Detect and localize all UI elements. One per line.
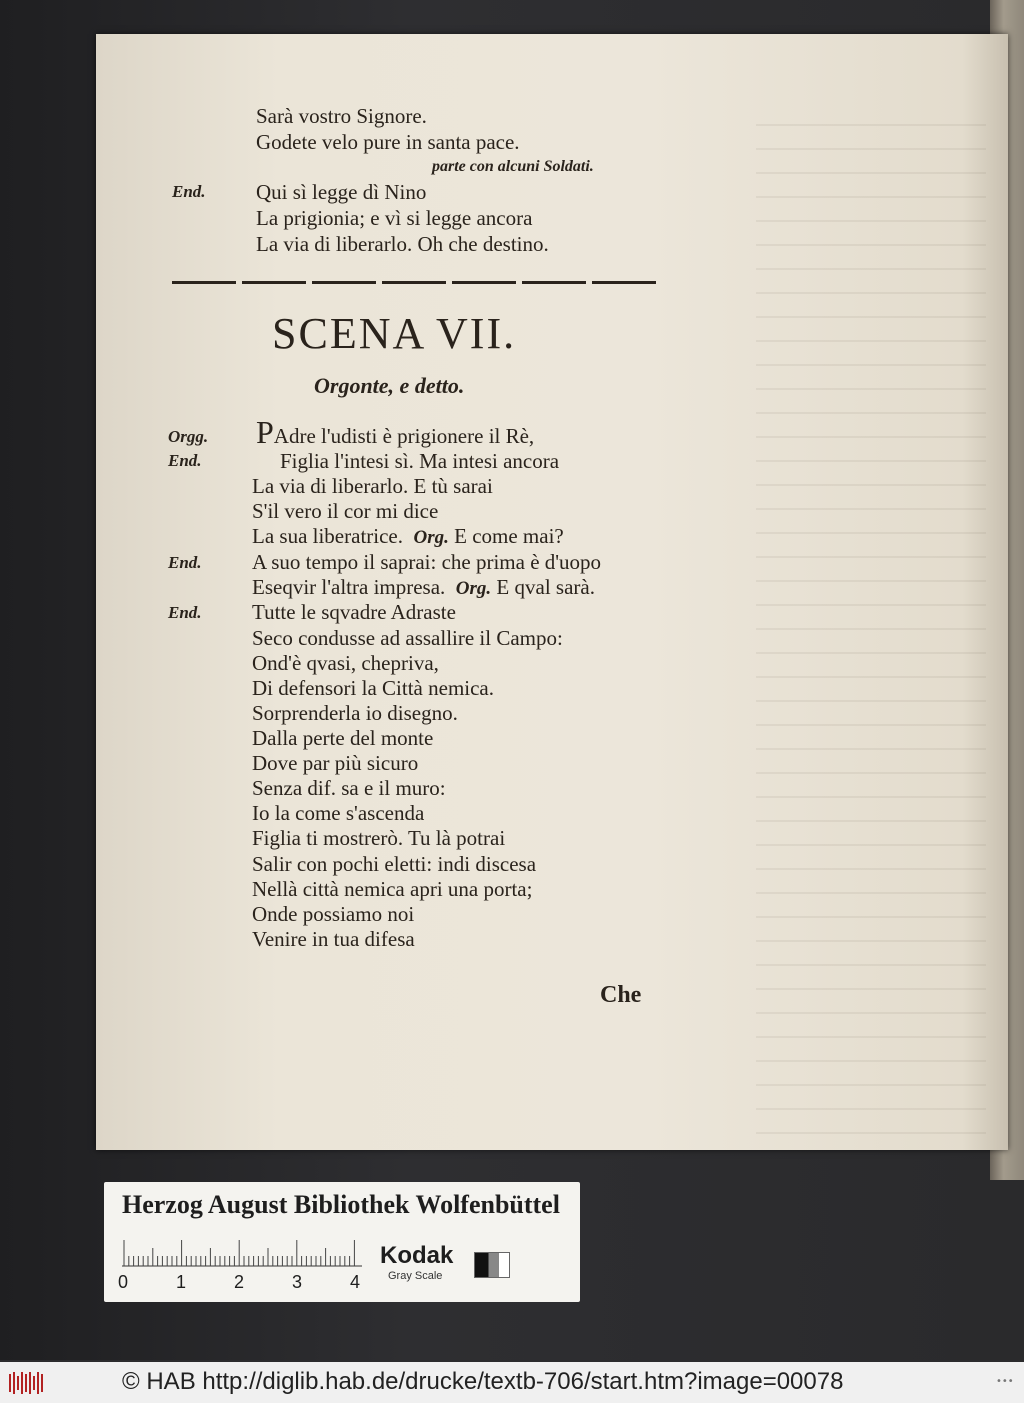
verse-line: Godete velo pure in santa pace. <box>256 130 520 154</box>
ruler-number: 4 <box>350 1272 361 1292</box>
ruler-number: 0 <box>118 1272 129 1292</box>
ruler-number: 1 <box>176 1272 187 1292</box>
verse-line: A suo tempo il saprai: che prima è d'uopo <box>252 550 602 574</box>
drop-cap: P <box>256 414 274 450</box>
verse-line: La prigionia; e vì si legge ancora <box>256 206 533 230</box>
footer-bar <box>0 1362 1024 1403</box>
verse-line: Senza dif. sa e il muro: <box>252 776 446 800</box>
verse-line: Tutte le sqvadre Adraste <box>252 600 456 624</box>
speaker-label: End. <box>172 182 206 201</box>
stage-direction: parte con alcuni Soldati. <box>432 158 594 175</box>
verse-line: Di defensori la Città nemica. <box>252 676 495 700</box>
scene-characters: Orgonte, e detto. <box>314 373 465 398</box>
gray-swatch <box>474 1252 510 1278</box>
ruler-scale <box>122 1236 362 1270</box>
verse-line: La via di liberarlo. E tù sarai <box>252 474 493 498</box>
ruler-number: 2 <box>234 1272 245 1292</box>
verse-line: Seco condusse ad assallire il Campo: <box>252 626 563 650</box>
verse-line: Figlia l'intesi sì. Ma intesi ancora <box>280 449 560 473</box>
speaker-label: End. <box>168 451 202 470</box>
gray-scale-label: Gray Scale <box>388 1270 443 1282</box>
verse-line: Ond'è qvasi, chepriva, <box>252 651 439 675</box>
section-rule <box>172 281 656 284</box>
verse-line: Sorprenderla io disegno. <box>252 701 458 725</box>
verse-line: PAdre l'udisti è prigionere il Rè, <box>256 414 535 450</box>
verse-line: Eseqvir l'altra impresa. Org. E qval sarà. <box>252 575 595 599</box>
verse-line: Onde possiamo noi <box>252 902 415 926</box>
verse-line: Salir con pochi eletti: indi discesa <box>252 852 537 876</box>
hab-logo-icon <box>8 1370 44 1396</box>
speaker-label: Orgg. <box>168 427 209 446</box>
ruler-numbers <box>118 1272 378 1296</box>
verse-line: Io la come s'ascenda <box>252 801 425 825</box>
verse-line: Figlia ti mostrerò. Tu là potrai <box>252 826 506 850</box>
color-calibration-card <box>104 1182 580 1302</box>
verse-line: Venire in tua difesa <box>252 927 415 951</box>
scene-title: SCENA VII. <box>272 309 517 358</box>
verse-line: La sua liberatrice. Org. E come mai? <box>252 524 564 548</box>
kodak-label: Kodak <box>380 1242 454 1269</box>
verse-line: La via di liberarlo. Oh che destino. <box>256 232 549 256</box>
verse-line: Qui sì legge dì Nino <box>256 180 427 204</box>
verse-line: Dalla perte del monte <box>252 726 434 750</box>
more-dots-icon[interactable]: ••• <box>996 1376 1014 1387</box>
show-through <box>756 124 986 1144</box>
verse-line: S'il vero il cor mi dice <box>252 499 439 523</box>
library-name: Herzog August Bibliothek Wolfenbüttel <box>122 1190 560 1219</box>
verse-line: Sarà vostro Signore. <box>256 104 427 128</box>
copyright-url[interactable]: © HAB http://diglib.hab.de/drucke/textb-706/start.htm?image=00078 <box>122 1368 844 1395</box>
verse-line: Nellà città nemica apri una porta; <box>252 877 533 901</box>
ruler-number: 3 <box>292 1272 303 1292</box>
speaker-label: End. <box>168 603 202 622</box>
verse-line: Dove par più sicuro <box>252 751 419 775</box>
catchword: Che <box>600 982 642 1008</box>
speaker-label: End. <box>168 553 202 572</box>
